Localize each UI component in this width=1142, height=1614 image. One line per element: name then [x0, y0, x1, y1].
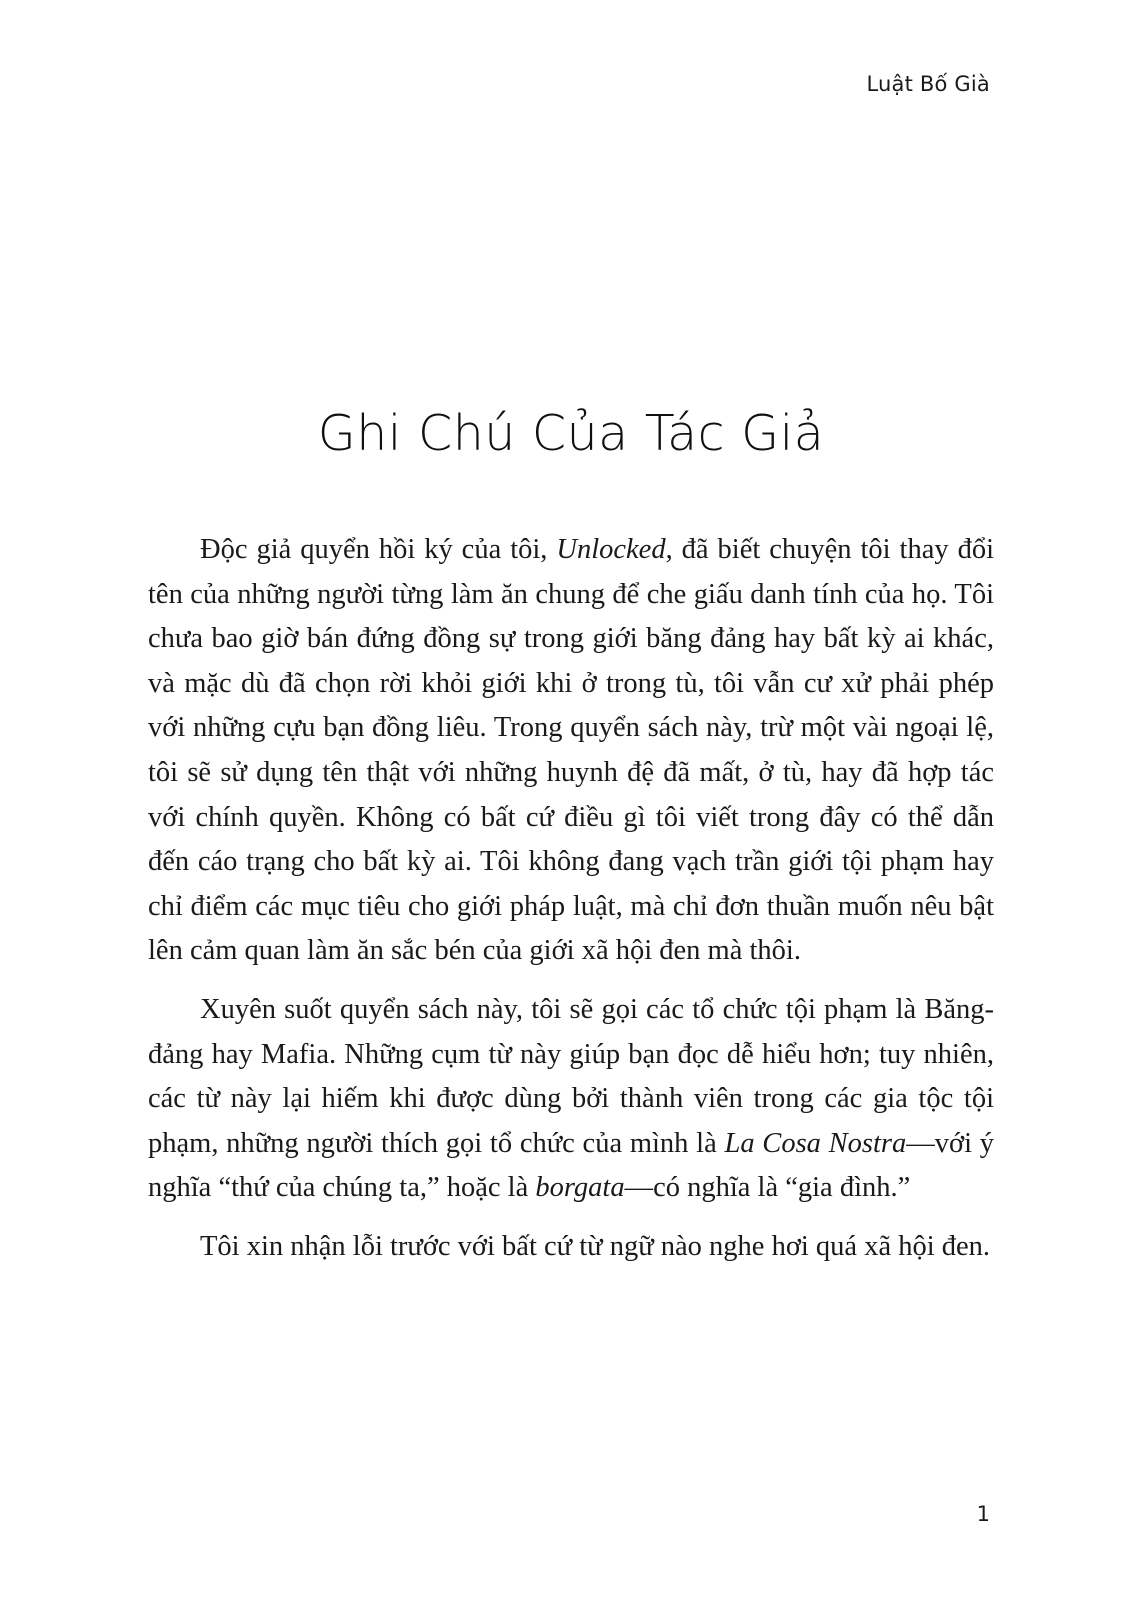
running-head: Luật Bố Già [866, 72, 990, 96]
paragraph: Tôi xin nhận lỗi trước với bất cứ từ ngữ nào nghe hơi quá xã hội đen. [200, 1230, 991, 1262]
page-number: 1 [976, 1502, 990, 1526]
page-title: Ghi Chú Của Tác Giả [317, 404, 825, 462]
paragraph: Độc giả quyển hồi ký của tôi, Unlocked, đã biết chuyện tôi thay đổi tên của những người từng làm ăn chung để che giấu danh tính của họ. Tôi chưa bao giờ bán đứng đồng sự trong giới băng đảng hay bất kỳ ai khác, và mặc dù đã chọn rời khỏi giới khi ở trong tù, tôi vẫn cư xử phải phép với những cựu bạn đồng liêu. Trong quyển sách này, trừ một vài ngoại lệ, tôi sẽ sử dụng tên thật với những huynh đệ đã mất, ở tù, hay đã hợp tác với chính quyền. Không có bất cứ điều gì tôi viết trong đây có thể dẫn đến cáo trạng cho bất kỳ ai. Tôi không đang vạch trần giới tội phạm hay chỉ điểm các mục tiêu cho giới pháp luật, mà chỉ đơn thuần muốn nêu bật lên cảm quan làm ăn sắc bén của giới xã hội đen mà thôi. [148, 534, 994, 967]
body-text [148, 528, 994, 1270]
paragraph: Xuyên suốt quyển sách này, tôi sẽ gọi các tổ chức tội phạm là Băng-đảng hay Mafia. Những cụm từ này giúp bạn đọc dễ hiểu hơn; tuy nhiên, các từ này lại hiếm khi được dùng bởi thành viên trong các gia tộc tội phạm, những người thích gọi tổ chức của mình là La Cosa Nostra—với ý nghĩa “thứ của chúng ta,” hoặc là borgata—có nghĩa là “gia đình.” [148, 993, 994, 1204]
